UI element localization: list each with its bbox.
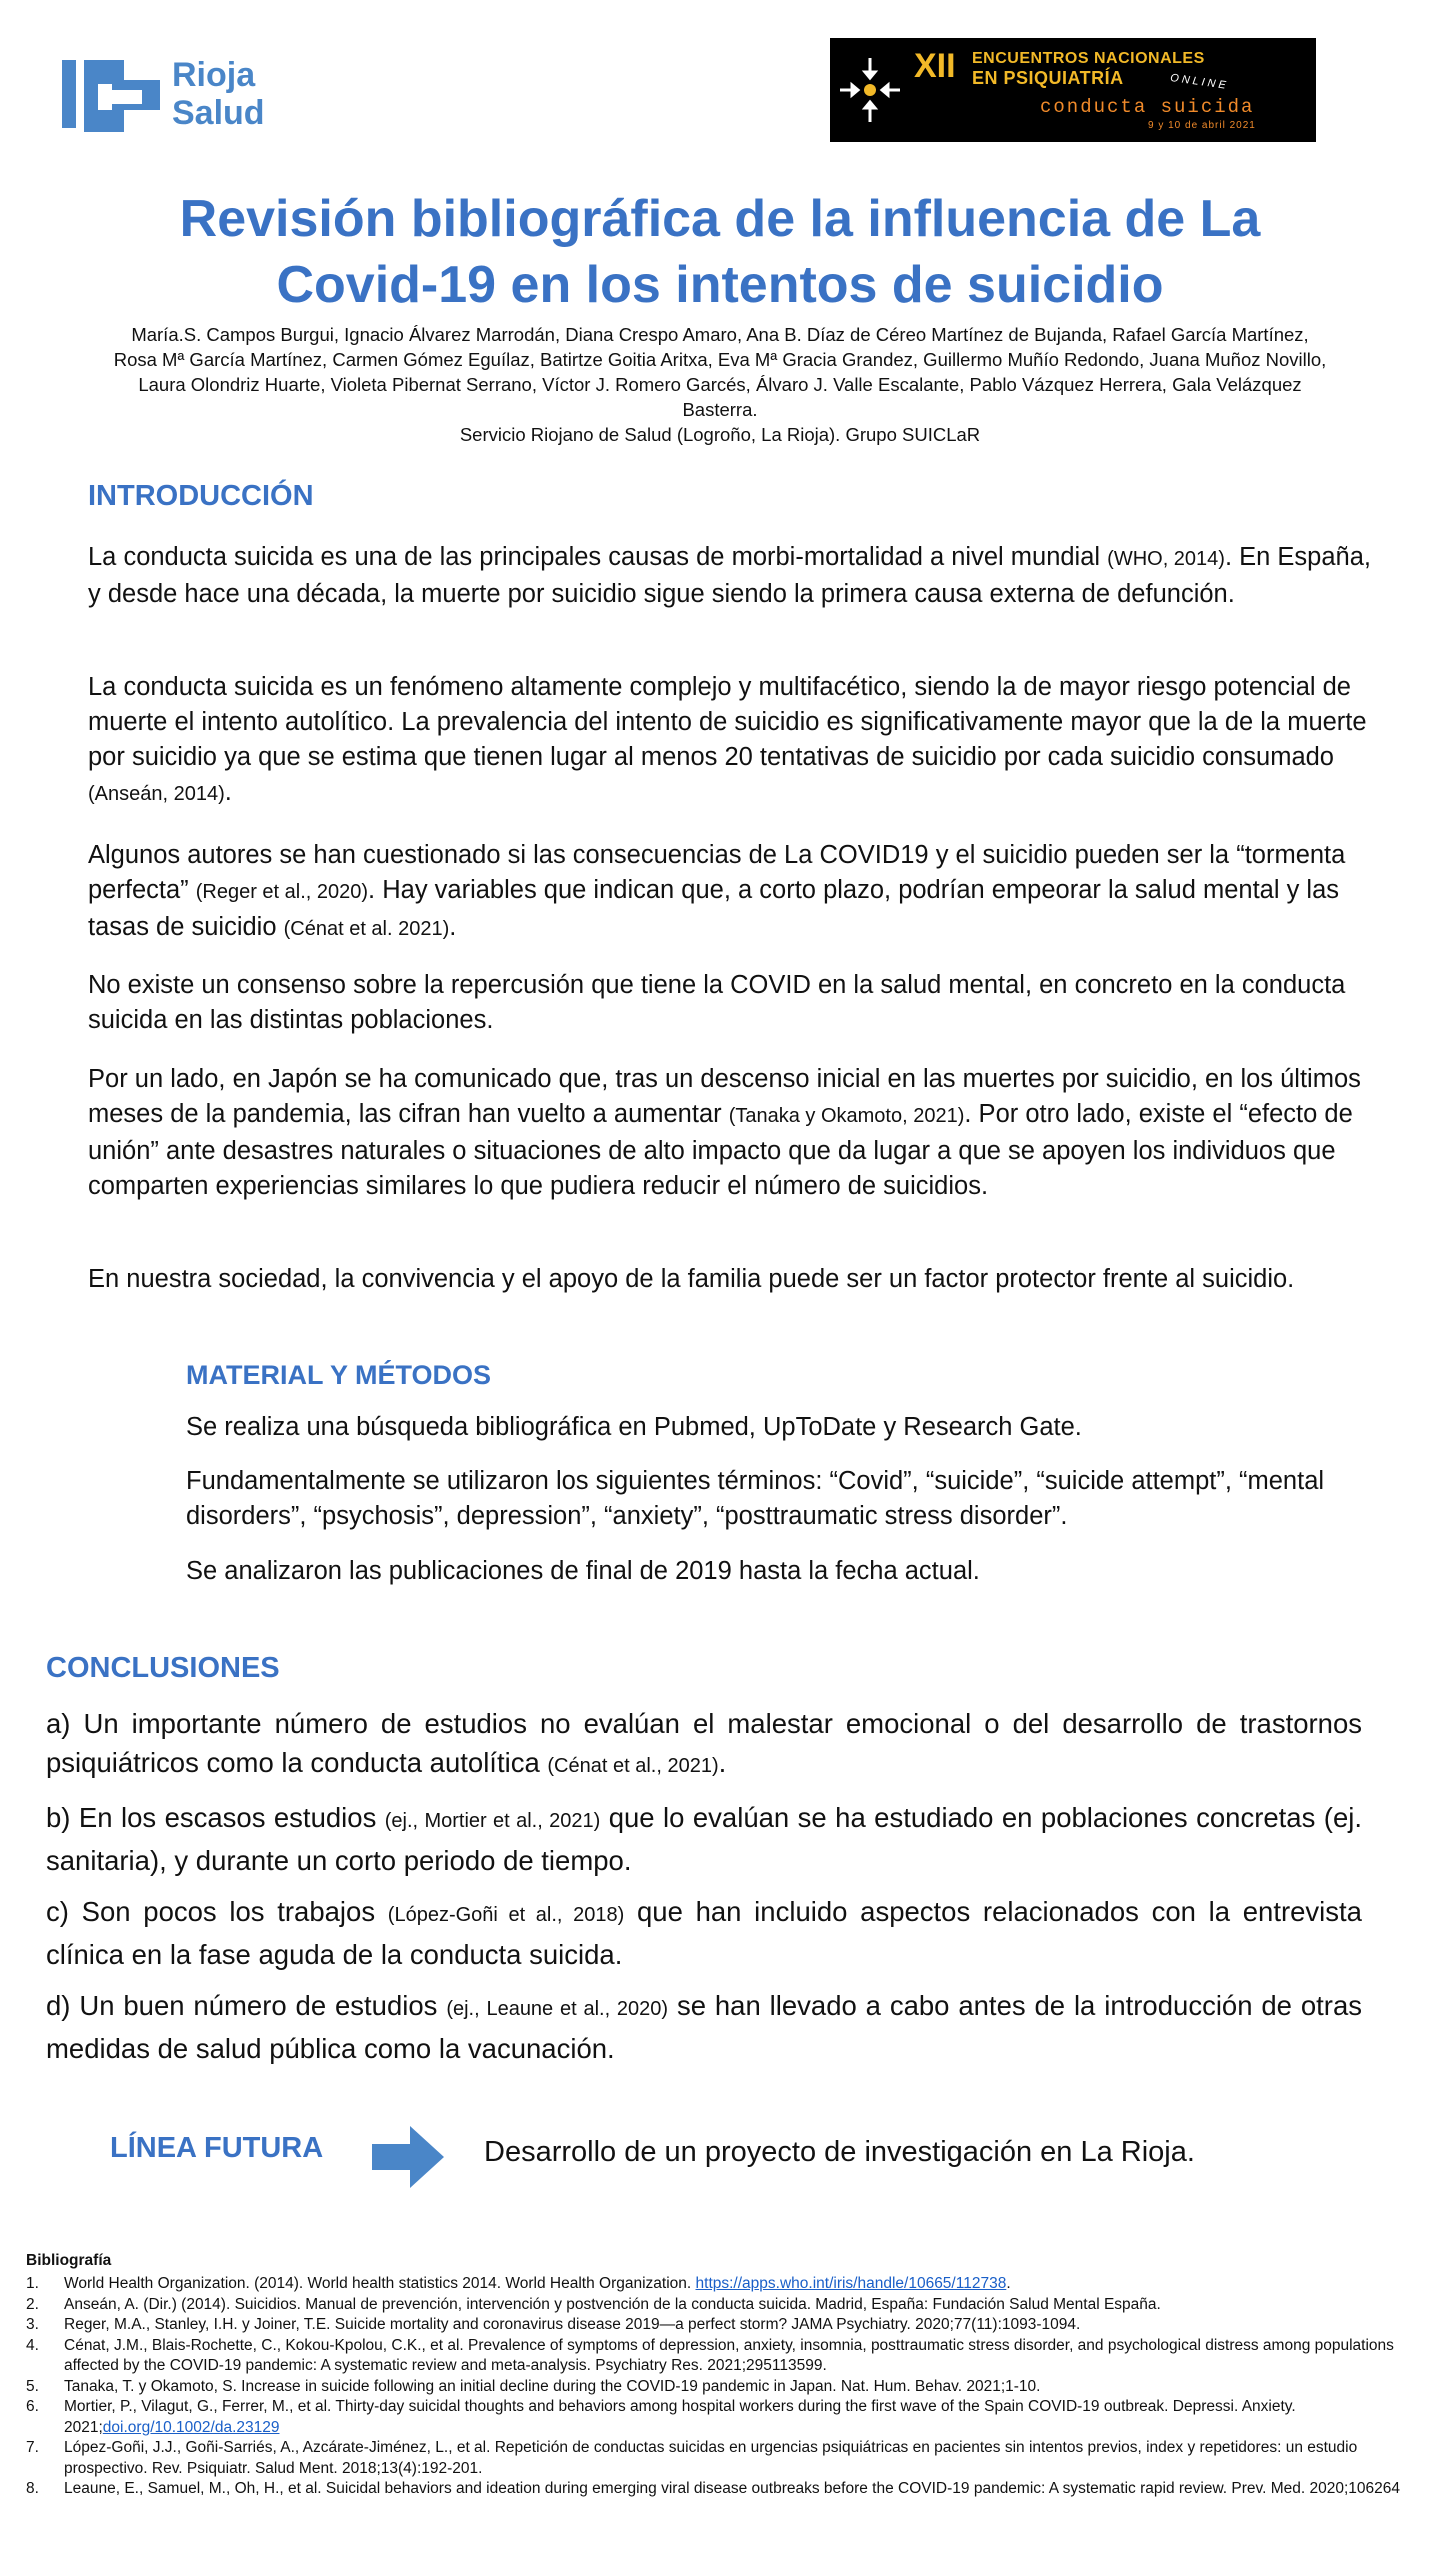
- title-line1: Revisión bibliográfica de la influencia de La: [179, 190, 1261, 248]
- congress-logo: [830, 38, 1316, 142]
- bibliography-item-text: [64, 2295, 1426, 2316]
- bibliography-item-number: 6.: [26, 2398, 39, 2415]
- conclusion-b: [46, 1798, 1362, 1880]
- bibliography-citation-text: World Health Organization. (2014). World health statistics 2014. World Health Organization.: [64, 2275, 696, 2292]
- bibliography-item-text: [64, 2377, 1426, 2398]
- methods-paragraph-2: Fundamentalmente se utilizaron los siguientes términos: “Covid”, “suicide”, “suicide attempt”, “mental disorders”, “psychosis”, depression”, “anxiety”, “posttraumatic stress disorder”.: [186, 1467, 1325, 1530]
- intro-paragraph-1: [88, 540, 1388, 612]
- intro-p5-citation: (Tanaka y Okamoto, 2021): [728, 1105, 965, 1127]
- congress-online: ONLINE: [1169, 71, 1230, 93]
- congress-title-line1: ENCUENTROS NACIONALES: [972, 50, 1205, 67]
- bibliography-item-number: 2.: [26, 2295, 39, 2313]
- conclusion-a-text2: .: [718, 1747, 727, 1778]
- congress-dates: 9 y 10 de abril 2021: [1148, 120, 1256, 131]
- bibliography-heading: Bibliografía: [26, 2252, 112, 2269]
- bibliography-item-number: 8.: [26, 2480, 39, 2497]
- bibliography-item: [26, 2438, 1426, 2479]
- conclusion-a-citation: (Cénat et al., 2021): [547, 1755, 719, 1777]
- intro-paragraph-3: [88, 838, 1388, 947]
- bibliography-list: [26, 2274, 1426, 2500]
- rioja-salud-logo: [62, 52, 300, 136]
- conclusion-d-text2: se han llevado a cabo antes de la introducción de otras medidas de salud pública como la vacunación.: [46, 1990, 1362, 2064]
- congress-subtitle: conducta suicida: [1040, 96, 1255, 118]
- conclusion-b-citation: (ej., Mortier et al., 2021): [384, 1810, 601, 1832]
- bibliography-item: [26, 2336, 1426, 2377]
- intro-p6-text: En nuestra sociedad, la convivencia y el apoyo de la familia puede ser un factor protector frente al suicidio.: [88, 1265, 1295, 1293]
- methods-paragraph-3: Se analizaron las publicaciones de final de 2019 hasta la fecha actual.: [186, 1557, 980, 1585]
- intro-p3-text2: . Hay variables que indican que, a corto plazo, podrían empeorar la salud mental y las tasas de suicidio: [88, 876, 1340, 941]
- intro-paragraph-5: [88, 1062, 1388, 1204]
- methods-heading: MATERIAL Y MÉTODOS: [186, 1360, 492, 1390]
- intro-p2-citation: (Anseán, 2014): [88, 783, 225, 805]
- bibliography-item: [26, 2479, 1426, 2500]
- conclusion-d-text: d) Un buen número de estudios: [46, 1990, 447, 2021]
- congress-title-line2: EN PSIQUIATRÍA: [972, 68, 1124, 88]
- bibliography-citation-text: Mortier, P., Vilagut, G., Ferrer, M., et al. Thirty-day suicidal thoughts and behaviors among hospital workers during the first wave of the Spain COVID-19 outbreak. Depressi. Anxiety. 2021;: [64, 2398, 1296, 2436]
- conclusion-a-text: a) Un importante número de estudios no evalúan el malestar emocional o del desarrollo de trastornos psiquiátricos como la conducta autolítica: [46, 1708, 1362, 1778]
- intro-p3-text: Algunos autores se han cuestionado si las consecuencias de La COVID19 y el suicidio pueden ser la “tormenta perfecta”: [88, 841, 1346, 904]
- future-line-text: Desarrollo de un proyecto de investigación en La Rioja.: [484, 2136, 1195, 2168]
- intro-paragraph-6: [88, 1262, 1388, 1297]
- bibliography-item-text: [64, 2274, 1426, 2295]
- salud-line: Salud: [172, 94, 265, 132]
- bibliography-item: [26, 2377, 1426, 2398]
- conclusion-c: [46, 1892, 1362, 1974]
- methods-paragraph-1: Se realiza una búsqueda bibliográfica en Pubmed, UpToDate y Research Gate.: [186, 1413, 1082, 1441]
- conclusion-b-text2: que lo evalúan se ha estudiado en poblaciones concretas (ej. sanitaria), y durante un corto periodo de tiempo.: [46, 1802, 1362, 1876]
- bibliography-link[interactable]: https://apps.who.int/iris/handle/10665/112738: [695, 2275, 1007, 2292]
- intro-p2-text2: .: [224, 778, 232, 806]
- intro-p3-citation-2: (Cénat et al. 2021): [283, 918, 450, 940]
- bibliography-item-text: [64, 2397, 1426, 2438]
- bibliography-item: [26, 2295, 1426, 2316]
- bibliography-item-text: [64, 2315, 1426, 2336]
- bibliography-citation-text: Cénat, J.M., Blais-Rochette, C., Kokou-Kpolou, C.K., et al. Prevalence of symptoms of depression, anxiety, insomnia, posttraumatic stress disorder, and psychological distress among populations affected by the COVID-19 pandemic: A systematic review and meta-analysis. Psychiatry Res. 2021;295113599.: [64, 2336, 1394, 2374]
- congress-numeral: XII: [914, 47, 956, 85]
- intro-p5-text: Por un lado, en Japón se ha comunicado que, tras un descenso inicial en las muertes por suicidio, en los últimos meses de la pandemia, las cifran han vuelto a aumentar: [88, 1065, 1361, 1128]
- rioja-salud-wordmark: [172, 56, 265, 132]
- rioja-line: Rioja: [172, 56, 256, 94]
- conclusions-heading: CONCLUSIONES: [46, 1652, 280, 1684]
- bibliography-item: [26, 2315, 1426, 2336]
- conclusion-d: [46, 1986, 1362, 2068]
- intro-p5-text2: . Por otro lado, existe el “efecto de unión” ante desastres naturales o situaciones de alto impacto que da lugar a que se apoyen los individuos que comparten experiencias similares lo que pudiera reducir el número de suicidios.: [88, 1100, 1353, 1200]
- bibliography-item-number: 7.: [26, 2439, 39, 2456]
- conclusion-d-citation: (ej., Leaune et al., 2020): [446, 1998, 669, 2020]
- conclusion-c-text: c) Son pocos los trabajos: [46, 1896, 388, 1927]
- future-line-heading: LÍNEA FUTURA: [110, 2132, 324, 2164]
- bibliography-item-number: 3.: [26, 2316, 39, 2333]
- bibliography-citation-text: López-Goñi, J.J., Goñi-Sarriés, A., Azcárate-Jiménez, L., et al. Repetición de conductas suicidas en urgencias psiquiátricas en pacientes sin intentos previos, index y repetidores: un estudio prospectivo. Rev. Psiquiatr. Salud Ment. 2018;13(4):192-201.: [64, 2439, 1358, 2477]
- bibliography-citation-text: Anseán, A. (Dir.) (2014). Suicidios. Manual de prevención, intervención y postvención de la conducta suicida. Madrid, España: Fundación Salud Mental España.: [64, 2295, 1161, 2313]
- intro-p3-citation-1: (Reger et al., 2020): [195, 881, 369, 903]
- bibliography-item-number: 1.: [26, 2275, 39, 2292]
- bibliography-item-number: 4.: [26, 2336, 39, 2354]
- conclusion-c-citation: (López-Goñi et al., 2018): [387, 1904, 625, 1926]
- bibliography-citation-text: Tanaka, T. y Okamoto, S. Increase in suicide following an initial decline during the COVID-19 pandemic in Japan. Nat. Hum. Behav. 2021;1-10.: [64, 2377, 1041, 2395]
- intro-heading: INTRODUCCIÓN: [88, 480, 314, 512]
- authors: María.S. Campos Burgui, Ignacio Álvarez Marrodán, Diana Crespo Amaro, Ana B. Díaz de Céreo Martínez de Bujanda, Rafael García Martínez, Rosa Mª García Martínez, Carmen Gómez Eguílaz, Batirtze Goitia Aritxa, Eva Mª Gracia Grandez, Guillermo Muñío Redondo, Juana Muñoz Novillo, Laura Olondriz Huarte, Violeta Pibernat Serrano, Víctor J. Romero Garcés, Álvaro J. Valle Escalante, Pablo Vázquez Herrera, Gala Velázquez Basterra.: [113, 324, 1327, 420]
- intro-p2-text: La conducta suicida es un fenómeno altamente complejo y multifacético, siendo la de mayor riesgo potencial de muerte el intento autolítico. La prevalencia del intento de suicidio es significativamente mayor que la de la muerte por suicidio ya que se estima que tienen lugar al menos 20 tentativas de suicidio por cada suicidio consumado: [88, 673, 1367, 771]
- affiliation: Servicio Riojano de Salud (Logroño, La Rioja). Grupo SUICLaR: [459, 424, 981, 445]
- intro-paragraph-2: [88, 670, 1388, 812]
- bibliography-item-text: [64, 2438, 1426, 2479]
- bibliography-citation-text: Leaune, E., Samuel, M., Oh, H., et al. Suicidal behaviors and ideation during emerging viral disease outbreaks before the COVID-19 pandemic: A systematic rapid review. Prev. Med. 2020;106264: [64, 2480, 1401, 2497]
- intro-p1-text2: . En España, y desde hace una década, la muerte por suicidio sigue siendo la primera causa externa de defunción.: [88, 543, 1371, 608]
- rioja-salud-cross-icon: [62, 52, 162, 136]
- intro-p1-text: La conducta suicida es una de las principales causas de morbi-mortalidad a nivel mundial: [88, 543, 1108, 571]
- bibliography-item-text: [64, 2336, 1426, 2377]
- bibliography-item: [26, 2397, 1426, 2438]
- bibliography-item-number: 5.: [26, 2377, 39, 2395]
- conclusion-c-text2: que han incluido aspectos relacionados con la entrevista clínica en la fase aguda de la conducta suicida.: [46, 1896, 1362, 1970]
- intro-p4-text: No existe un consenso sobre la repercusión que tiene la COVID en la salud mental, en concreto en la conducta suicida en las distintas poblaciones.: [88, 971, 1346, 1034]
- conclusion-b-text: b) En los escasos estudios: [46, 1802, 385, 1833]
- bibliography-item: [26, 2274, 1426, 2295]
- bibliography-item-text: [64, 2479, 1426, 2500]
- intro-p3-text3: .: [449, 913, 457, 941]
- right-arrow-icon: [372, 2126, 444, 2188]
- intro-paragraph-4: [88, 968, 1388, 1038]
- conclusion-a: [46, 1704, 1362, 1786]
- title-line2: Covid-19 en los intentos de suicidio: [276, 256, 1164, 314]
- bibliography-citation-suffix: .: [1006, 2275, 1011, 2292]
- poster-title: [100, 186, 1340, 318]
- bibliography-link[interactable]: doi.org/10.1002/da.23129: [102, 2418, 280, 2436]
- bibliography-citation-text: Reger, M.A., Stanley, I.H. y Joiner, T.E. Suicide mortality and coronavirus disease 2019—a perfect storm? JAMA Psychiatry. 2020;77(11):1093-1094.: [64, 2316, 1081, 2333]
- intro-p1-citation: (WHO, 2014): [1107, 548, 1225, 570]
